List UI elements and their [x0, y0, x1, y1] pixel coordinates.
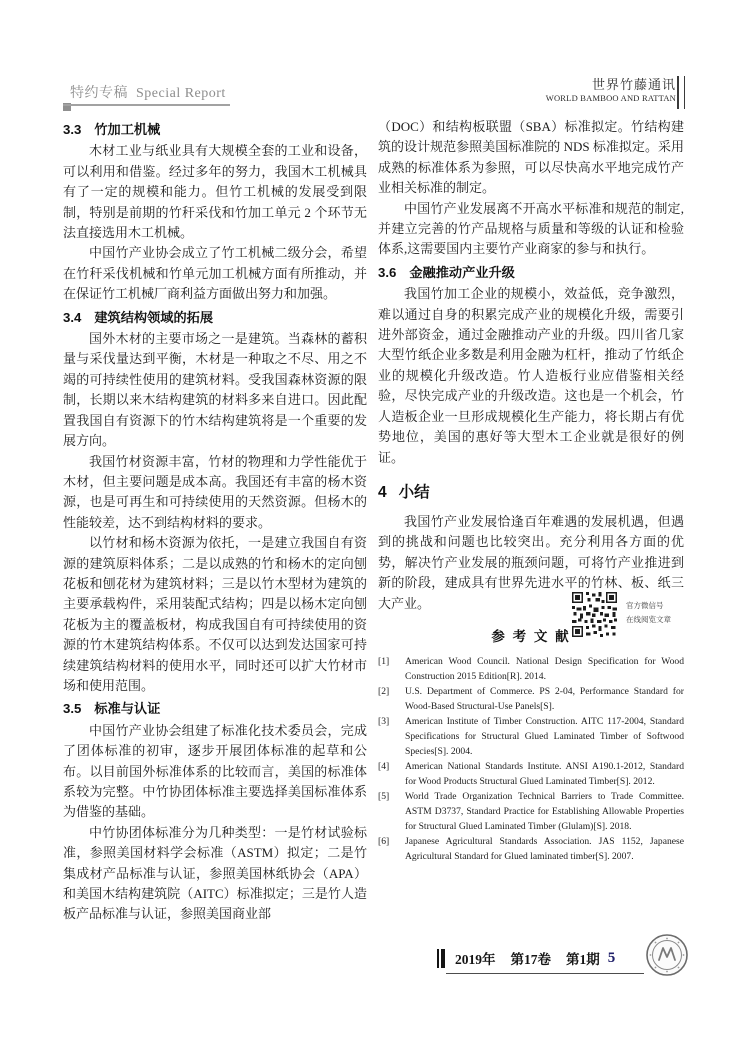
section-number: 3.4 — [63, 309, 82, 325]
paragraph: 以竹材和杨木资源为依托，一是建立我国自有资源的建筑原料体系；二是以成熟的竹和杨木的定向刨花板和刨花材为建筑材料；三是以竹木型材为建筑的主要承载构件，采用装配式结构；四是以杨木定向刨花板为主的覆盖板材，构成我国自有可持续使用的资源的竹木建筑结构体系。不仅可以达到发达国家可持续建筑结构材料的使用水平，同时还可以扩大竹材市场和使用范围。 — [63, 535, 367, 693]
paragraph: 我国竹材资源丰富，竹材的物理和力学性能优于木材，但主要问题是成本高。我国还有丰富的杨木资源，也是可再生和可持续使用的天然资源。但杨木的性能较差，达不到结构材料的要求。 — [63, 453, 367, 530]
reference-text: American Institute of Timber Construction. AITC 117-2004, Standard Specifications for Structural Glued Laminated Timber of Softwood Species[S]. 2004. — [405, 716, 684, 758]
qr-caption-line2: 在线阅览文章 — [626, 615, 671, 624]
reference-text: World Trade Organization Technical Barriers to Trade Committee. ASTM D3737, Standard Practice for Establishing Allowable Properties for Structural Glued Laminated Timber (Glulam)[S]. 2018. — [405, 791, 684, 833]
references-title: 参 考 文 献 — [491, 628, 571, 644]
reference-text: American National Standards Institute. ANSI A190.1-2012, Standard for Wood Products Structural Glued Laminated Timber[S]. 2012. — [405, 761, 684, 788]
reference-item — [378, 654, 684, 684]
paragraph: 我国竹加工企业的规模小，效益低，竞争激烈，难以通过自身的积累完成产业的规模化升级，需要引进外部资金，通过金融推动产业的升级。四川省几家大型竹纸企业多数是利用金融为杠杆，推动了竹纸企业的规模化升级改造。竹人造板行业应借鉴相关经验，尽快完成产业的升级改造。这也是一个机会，竹人造板企业一旦形成规模化生产能力，将长期占有优势地位，美国的惠好等大型木工企业就是很好的例证。 — [378, 286, 684, 465]
paragraph: 中国竹产业发展离不开高水平标准和规范的制定,并建立完善的竹产品规格与质量和等级的认证和检验体系,这需要国内主要竹产业商家的参与和执行。 — [378, 200, 684, 257]
section-number: 3.3 — [63, 122, 82, 137]
journal-title-cn: 世界竹藤通讯 — [591, 77, 676, 92]
section-title: 竹加工机械 — [94, 122, 161, 137]
section-3-6-heading — [378, 263, 684, 283]
qr-code-icon — [572, 592, 617, 637]
footer-year: 2019年 — [455, 952, 496, 967]
reference-label: [2] — [378, 686, 390, 698]
journal-seal-icon — [645, 933, 689, 977]
footer-volume: 第17卷 — [510, 952, 551, 967]
paragraph: 中竹协团体标准分为几种类型：一是竹材试验标准，参照美国材料学会标准（ASTM）拟定；二是竹集成材产品标准与认证，参照美国林纸协会（APA）和美国木结构建筑院（AITC）标准拟定；三是竹人造板产品标准与认证，参照美国商业部 — [63, 824, 367, 922]
footer-bar-ornament — [437, 949, 445, 968]
qr-captions — [626, 599, 671, 627]
reference-label: [3] — [378, 716, 390, 728]
column-label-cn: 特约专稿 — [70, 86, 128, 101]
paragraph: 国外木材的主要市场之一是建筑。当森林的蓄积量与采伐量达到平衡，木材是一种取之不尽、用之不竭的可持续性使用的建筑材料。受我国森林资源的限制，长期以来木结构建筑的材料多来自进口。因此配置我国自有资源下的竹木结构建筑将是一个重要的发展方向。 — [63, 331, 367, 449]
section-title: 建筑结构领域的拓展 — [94, 309, 214, 325]
reference-label: [4] — [378, 761, 390, 773]
qr-caption-line1: 官方微信号 — [626, 601, 664, 610]
reference-item — [378, 789, 684, 834]
reference-item — [378, 684, 684, 714]
qr-block — [572, 592, 684, 638]
header-double-bar-ornament — [677, 76, 685, 109]
section-title: 标准与认证 — [94, 701, 161, 717]
section-3-3-heading — [63, 120, 367, 140]
page-number: 5 — [607, 949, 616, 966]
section-3-5-heading — [63, 699, 367, 719]
column-label-en: Special Report — [136, 86, 226, 101]
header-rule — [63, 104, 230, 106]
footer-issue: 第1期 — [566, 952, 600, 967]
reference-label: [5] — [378, 791, 390, 803]
section-number: 3.6 — [378, 264, 397, 280]
reference-item — [378, 714, 684, 759]
reference-label: [6] — [378, 836, 390, 848]
left-column — [63, 117, 367, 925]
section-number: 3.5 — [63, 701, 82, 717]
paragraph: 木材工业与纸业具有大规模全套的工业和设备，可以利用和借鉴。经过多年的努力，我国木工机械具有了一定的规模和能力。但竹工机械的发展受到限制，特别是前期的竹秆采伐和竹加工单元 2 个环节无法直接选用木工机械。 — [63, 143, 367, 241]
issue-info — [455, 948, 600, 968]
reference-text: American Wood Council. National Design Specification for Wood Construction 2015 Edition[R]. 2014. — [405, 656, 684, 683]
journal-title-block — [546, 77, 676, 104]
reference-item — [378, 834, 684, 864]
reference-item — [378, 759, 684, 789]
paragraph-continuation: （DOC）和结构板联盟（SBA）标准拟定。竹结构建筑的设计规范参照美国标准院的 NDS 标准拟定。采用成熟的标准体系为参照，可以尽快高水平地完成竹产业相关标准的制定。 — [378, 119, 684, 196]
journal-title-en: WORLD BAMBOO AND RATTAN — [545, 93, 676, 104]
paragraph: 我国竹产业发展恰逢百年难遇的发展机遇，但遇到的挑战和问题也比较突出。充分利用各方面的优势，解决竹产业发展的瓶颈问题，可将竹产业推进到新的阶段，建成具有世界先进水平的竹林、板、纸三大产业。 — [378, 513, 684, 611]
references-list — [378, 654, 684, 864]
section-3-4-heading — [63, 308, 367, 328]
paragraph: 中国竹产业协会成立了竹工机械二级分会，希望在竹秆采伐机械和竹单元加工机械方面有所推动，并在保证竹工机械厂商利益方面做出努力和加强。 — [63, 245, 367, 302]
reference-text: Japanese Agricultural Standards Association. JAS 1152, Japanese Agricultural Standard for Glued laminated timber[S]. 2007. — [405, 836, 684, 863]
reference-text: U.S. Department of Commerce. PS 2-04, Performance Standard for Wood-Based Structural-Use Panels[S]. — [405, 686, 684, 713]
section-number: 4 — [378, 483, 387, 501]
column-header — [70, 82, 226, 102]
right-column — [378, 117, 684, 864]
footer-rule — [446, 973, 644, 974]
paragraph: 中国竹产业协会组建了标准化技术委员会，完成了团体标准的初审，逐步开展团体标准的起草和公布。以目前国外标准体系的比较而言，美国的标准体系较为完整。中竹协团体标准主要选择美国标准体系为借鉴的基础。 — [63, 722, 367, 820]
page-footer — [437, 946, 697, 996]
section-4-heading — [378, 483, 684, 503]
section-title: 金融推动产业升级 — [409, 264, 515, 280]
section-title: 小结 — [398, 483, 430, 501]
reference-label: [1] — [378, 656, 390, 668]
